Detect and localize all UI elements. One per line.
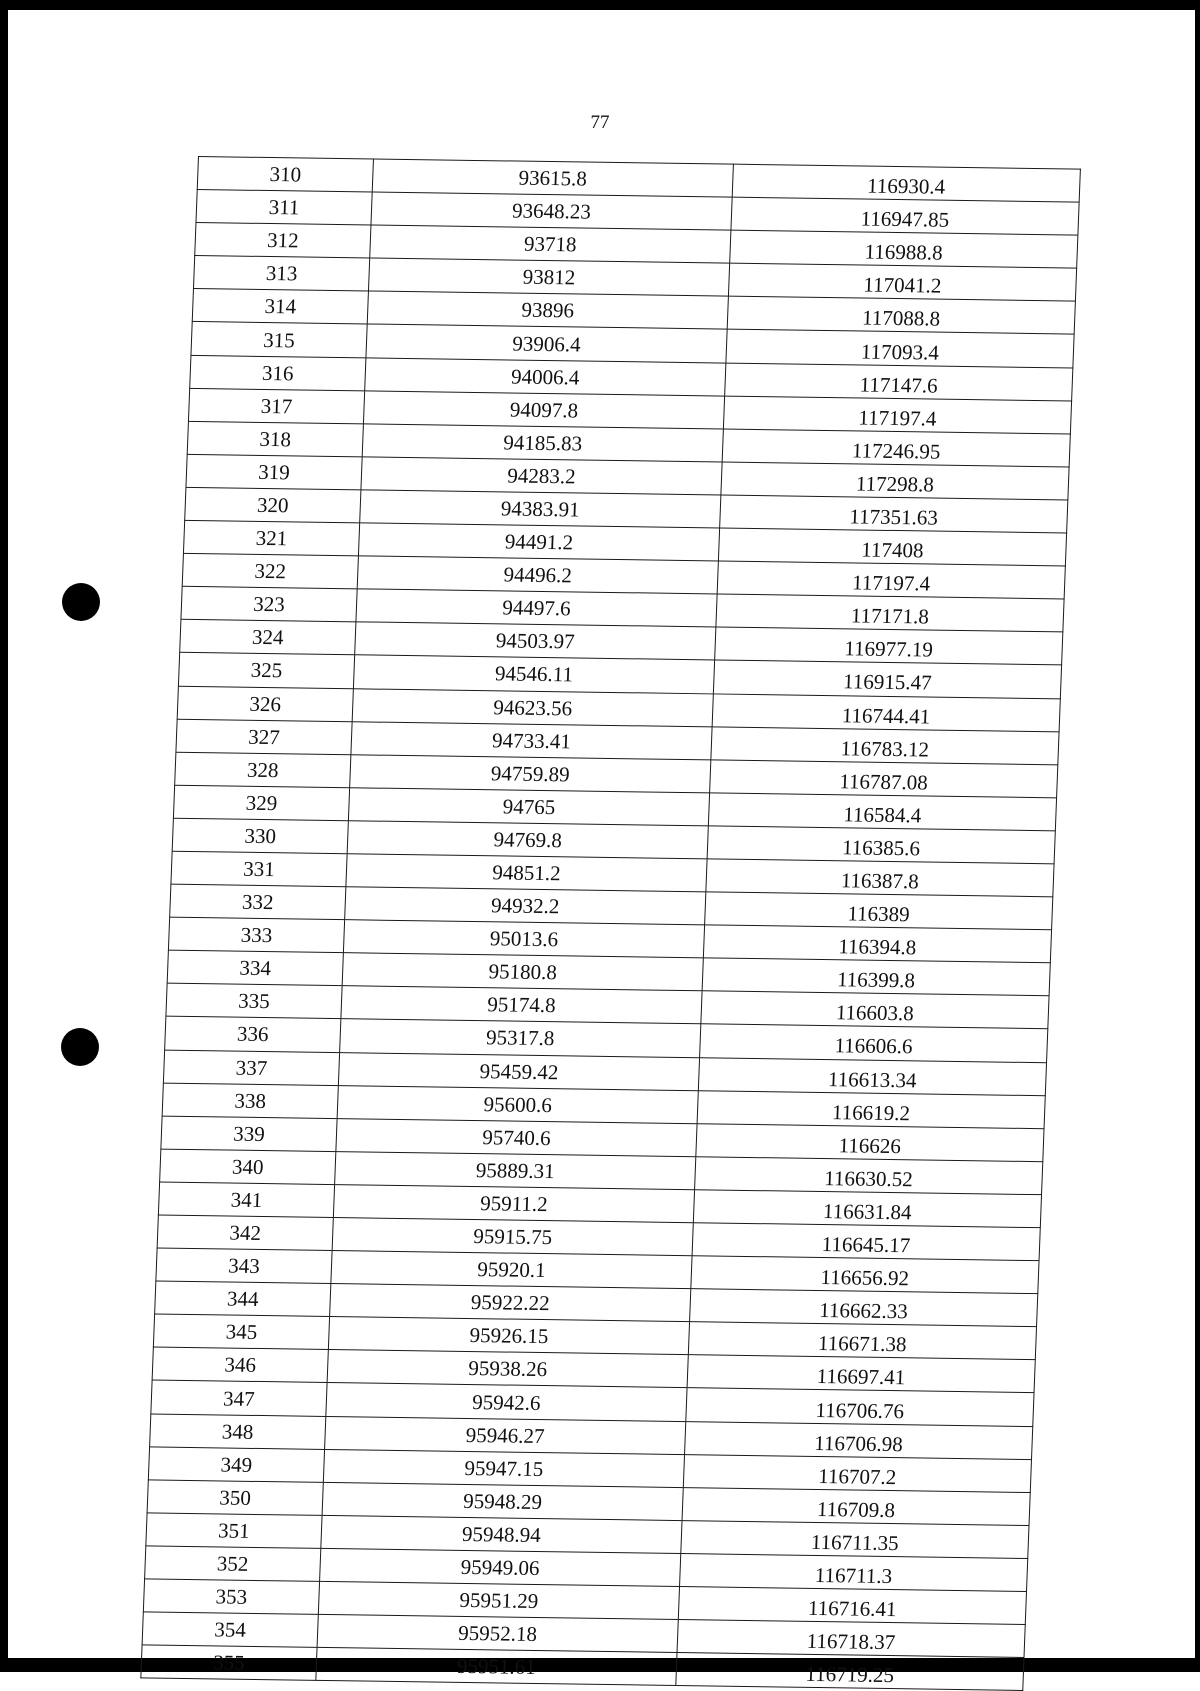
value-cell: 95922.22 — [330, 1284, 691, 1322]
row-index-cell: 340 — [160, 1149, 336, 1185]
value-cell: 95920.1 — [331, 1251, 692, 1289]
value-cell: 94733.41 — [351, 721, 712, 759]
value-cell: 95600.6 — [337, 1085, 698, 1123]
value-cell: 116399.8 — [702, 958, 1050, 996]
value-cell: 116656.92 — [691, 1256, 1039, 1294]
scan-border-right — [1195, 0, 1200, 1672]
value-cell: 95180.8 — [342, 953, 703, 991]
value-cell: 94097.8 — [363, 391, 724, 429]
value-cell: 116783.12 — [711, 727, 1059, 765]
value-cell: 117093.4 — [726, 330, 1074, 368]
value-cell: 95947.15 — [323, 1449, 684, 1487]
value-cell: 94932.2 — [345, 887, 706, 925]
value-cell: 95740.6 — [336, 1118, 697, 1156]
value-cell: 95948.29 — [322, 1482, 683, 1520]
table-body — [141, 157, 1081, 1691]
value-cell: 93615.8 — [372, 159, 733, 197]
value-cell: 117197.4 — [717, 561, 1065, 599]
value-cell: 116619.2 — [697, 1090, 1045, 1128]
row-index-cell: 341 — [158, 1182, 334, 1218]
value-cell: 116626 — [696, 1123, 1044, 1161]
value-cell: 94503.97 — [355, 622, 716, 660]
row-index-cell: 336 — [165, 1017, 341, 1053]
punch-hole — [62, 583, 100, 621]
row-index-cell: 320 — [185, 487, 361, 523]
value-cell: 94759.89 — [350, 754, 711, 792]
value-cell: 93906.4 — [366, 324, 727, 362]
value-cell: 116603.8 — [701, 991, 1049, 1029]
value-cell: 94851.2 — [346, 854, 707, 892]
value-cell: 95951.29 — [318, 1581, 679, 1619]
value-cell: 116645.17 — [692, 1223, 1040, 1261]
row-index-cell: 310 — [197, 157, 373, 193]
row-index-cell: 315 — [191, 322, 367, 358]
value-cell: 95926.15 — [328, 1317, 689, 1355]
row-index-cell: 325 — [178, 653, 354, 689]
row-index-cell: 351 — [146, 1513, 322, 1549]
value-cell: 116718.37 — [677, 1620, 1025, 1658]
value-cell: 93896 — [367, 291, 728, 329]
value-cell: 116389 — [705, 892, 1053, 930]
value-cell: 94546.11 — [353, 655, 714, 693]
value-cell: 116711.35 — [681, 1520, 1029, 1558]
value-cell: 117197.4 — [723, 396, 1071, 434]
row-index-cell: 312 — [195, 223, 371, 259]
value-cell: 94496.2 — [357, 556, 718, 594]
value-cell: 94497.6 — [356, 589, 717, 627]
row-index-cell: 327 — [176, 719, 352, 755]
value-cell: 95938.26 — [327, 1350, 688, 1388]
row-index-cell: 324 — [180, 620, 356, 656]
row-index-cell: 313 — [193, 256, 369, 292]
row-index-cell: 319 — [186, 454, 362, 490]
row-index-cell: 335 — [166, 983, 342, 1019]
row-index-cell: 316 — [190, 355, 366, 391]
value-cell: 116584.4 — [708, 793, 1056, 831]
value-cell: 95946.27 — [325, 1416, 686, 1454]
value-cell: 117147.6 — [725, 363, 1073, 401]
value-cell: 95317.8 — [340, 1019, 701, 1057]
value-cell: 117351.63 — [720, 495, 1068, 533]
row-index-cell: 332 — [170, 884, 346, 920]
value-cell: 95915.75 — [332, 1218, 693, 1256]
row-index-cell: 317 — [188, 388, 364, 424]
row-index-cell: 343 — [156, 1248, 332, 1284]
row-index-cell: 330 — [172, 818, 348, 854]
row-index-cell: 349 — [148, 1447, 324, 1483]
row-index-cell: 346 — [152, 1347, 328, 1383]
value-cell: 95942.6 — [326, 1383, 687, 1421]
row-index-cell: 329 — [173, 785, 349, 821]
row-index-cell: 328 — [175, 752, 351, 788]
row-index-cell: 326 — [177, 686, 353, 722]
row-index-cell: 331 — [171, 851, 347, 887]
value-cell: 116630.52 — [695, 1157, 1043, 1195]
value-cell: 116947.85 — [731, 197, 1079, 235]
value-cell: 94383.91 — [360, 490, 721, 528]
value-cell: 94623.56 — [352, 688, 713, 726]
row-index-cell: 338 — [162, 1083, 338, 1119]
row-index-cell: 311 — [196, 190, 372, 226]
row-index-cell: 339 — [161, 1116, 337, 1152]
value-cell: 116631.84 — [693, 1190, 1041, 1228]
value-cell: 95459.42 — [338, 1052, 699, 1090]
page-number: 77 — [590, 112, 610, 133]
row-index-cell: 348 — [150, 1414, 326, 1450]
value-cell: 116706.98 — [685, 1421, 1033, 1459]
value-cell: 95174.8 — [341, 986, 702, 1024]
value-cell: 116930.4 — [732, 164, 1080, 202]
row-index-cell: 354 — [142, 1612, 318, 1648]
value-cell: 95952.18 — [317, 1614, 678, 1652]
row-index-cell: 321 — [183, 520, 359, 556]
value-cell: 116719.25 — [676, 1653, 1024, 1691]
value-cell: 94283.2 — [361, 457, 722, 495]
value-cell: 93648.23 — [371, 192, 732, 230]
row-index-cell: 345 — [153, 1314, 329, 1350]
value-cell: 116706.76 — [686, 1388, 1034, 1426]
scan-border-top — [0, 0, 1200, 10]
row-index-cell: 334 — [167, 950, 343, 986]
value-cell: 95889.31 — [335, 1151, 696, 1189]
value-cell: 116394.8 — [703, 925, 1051, 963]
value-cell: 95948.94 — [321, 1515, 682, 1553]
value-cell: 95911.2 — [333, 1184, 694, 1222]
value-cell: 117041.2 — [728, 263, 1076, 301]
value-cell: 117408 — [718, 528, 1066, 566]
value-cell: 117171.8 — [716, 594, 1064, 632]
value-cell: 94185.83 — [362, 424, 723, 462]
value-cell: 94769.8 — [347, 821, 708, 859]
value-cell: 116709.8 — [682, 1487, 1030, 1525]
value-cell: 116716.41 — [678, 1587, 1026, 1625]
value-cell: 116988.8 — [730, 230, 1078, 268]
value-cell: 116662.33 — [690, 1289, 1038, 1327]
value-cell: 116385.6 — [707, 826, 1055, 864]
row-index-cell: 352 — [145, 1546, 321, 1582]
row-index-cell: 355 — [141, 1645, 317, 1681]
value-cell: 117088.8 — [727, 296, 1075, 334]
table-container — [140, 156, 1080, 1691]
punch-hole — [61, 1028, 99, 1066]
row-index-cell: 318 — [187, 421, 363, 457]
value-cell: 95951.61 — [316, 1648, 677, 1686]
row-index-cell: 347 — [151, 1380, 327, 1416]
value-cell: 94006.4 — [365, 357, 726, 395]
value-cell: 94765 — [348, 788, 709, 826]
value-cell: 116787.08 — [710, 760, 1058, 798]
row-index-cell: 353 — [143, 1579, 319, 1615]
scan-border-left — [0, 0, 8, 1672]
value-cell: 116711.3 — [680, 1553, 1028, 1591]
row-index-cell: 322 — [182, 553, 358, 589]
row-index-cell: 314 — [192, 289, 368, 325]
value-cell: 95013.6 — [343, 920, 704, 958]
value-cell: 94491.2 — [358, 523, 719, 561]
value-cell: 93812 — [368, 258, 729, 296]
value-cell: 116744.41 — [712, 693, 1060, 731]
row-index-cell: 344 — [155, 1281, 331, 1317]
row-index-cell: 342 — [157, 1215, 333, 1251]
data-table — [140, 156, 1081, 1691]
value-cell: 116387.8 — [706, 859, 1054, 897]
value-cell: 95949.06 — [320, 1548, 681, 1586]
value-cell: 117246.95 — [722, 429, 1070, 467]
value-cell: 116613.34 — [698, 1057, 1046, 1095]
row-index-cell: 333 — [168, 917, 344, 953]
value-cell: 116606.6 — [700, 1024, 1048, 1062]
row-index-cell: 350 — [147, 1480, 323, 1516]
value-cell: 116697.41 — [687, 1355, 1035, 1393]
row-index-cell: 337 — [163, 1050, 339, 1086]
value-cell: 116671.38 — [688, 1322, 1036, 1360]
value-cell: 116915.47 — [713, 660, 1061, 698]
value-cell: 116977.19 — [715, 627, 1063, 665]
row-index-cell: 323 — [181, 587, 357, 623]
value-cell: 93718 — [370, 225, 731, 263]
value-cell: 117298.8 — [721, 462, 1069, 500]
value-cell: 116707.2 — [683, 1454, 1031, 1492]
